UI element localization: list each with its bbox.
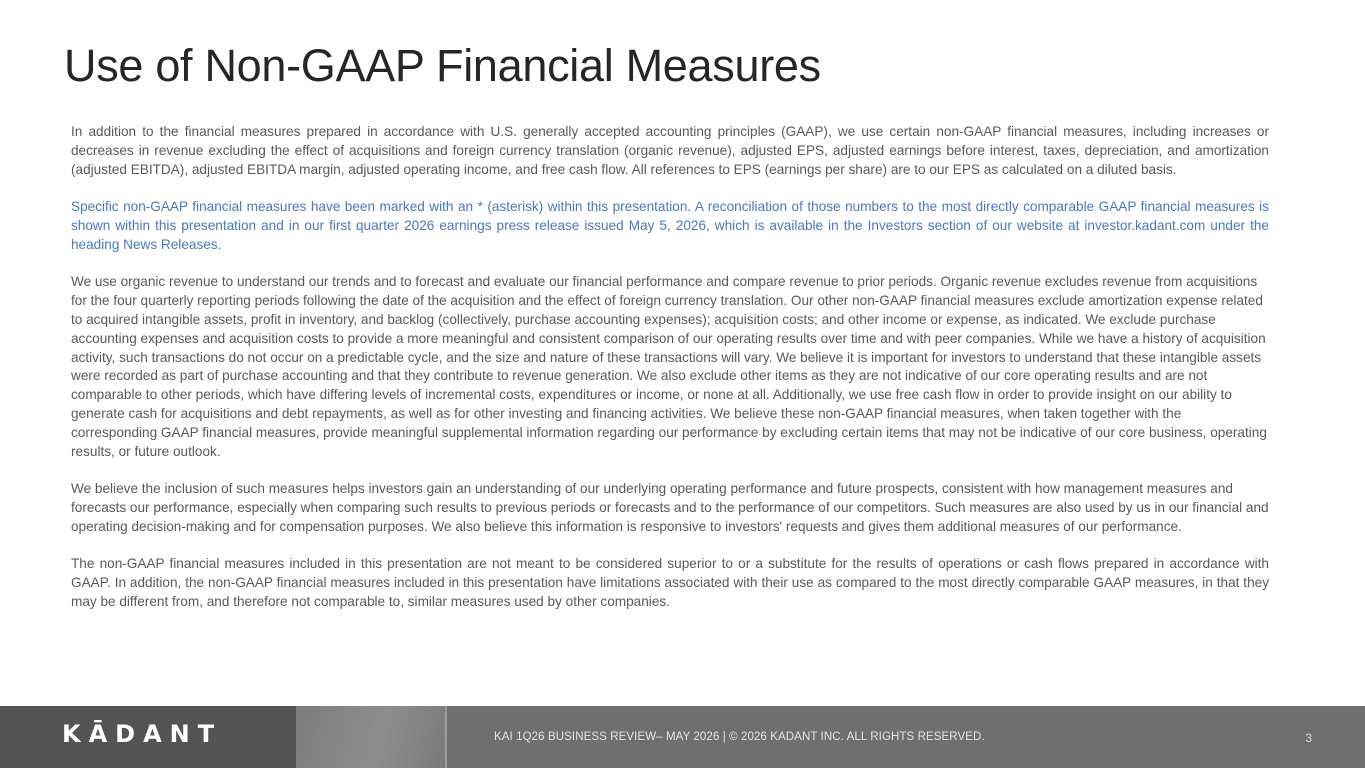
- slide-title: Use of Non-GAAP Financial Measures: [64, 40, 821, 91]
- page-number: 3: [1305, 731, 1312, 745]
- paragraph-inclusion-rationale: We believe the inclusion of such measures helps investors gain an understanding of our underlying operating performance and future prospects, consistent with how management measures and forecasts our performance, especially when comparing such results to previous periods or forecasts and to the performance of our competitors. Such measures are also used by us in our financial and operating decision-making and for compensation purposes. We also believe this information is responsive to investors' requests and gives them additional measures of our performance.: [71, 481, 1269, 534]
- paragraph-organic-revenue: We use organic revenue to understand our trends and to forecast and evaluate our financial performance and compare revenue to prior periods. Organic revenue excludes revenue from acquisitions for the four quarterly reporting periods following the date of the acquisition and the effect of foreign currency translation. Our other non-GAAP financial measures exclude amortization expense related to acquired intangible assets, profit in inventory, and backlog (collectively, purchase accounting expenses); acquisition costs; and other income or expense, as indicated. We exclude purchase accounting expenses and acquisition costs to provide a more meaningful and consistent comparison of our operating results over time and with peer companies. While we have a history of acquisition activity, such transactions do not occur on a predictable cycle, and the size and nature of these transactions will vary. We believe it is important for investors to understand that these intangible assets were recorded as part of purchase accounting and that they contribute to revenue generation. We also exclude other items as they are not indicative of our core operating results and are not comparable to other periods, which have differing levels of incremental costs, expenditures or income, or none at all. Additionally, we use free cash flow in order to provide insight on our ability to generate cash for acquisitions and debt repayments, as well as for other investing and financing activities. We believe these non-GAAP financial measures, when taken together with the corresponding GAAP financial measures, provide meaningful supplemental information regarding our performance by excluding certain items that may not be indicative of our core business, operating results, or future outlook.: [71, 274, 1267, 459]
- footer-caption: KAI 1Q26 BUSINESS REVIEW– MAY 2026 | © 2026 KADANT INC. ALL RIGHTS RESERVED.: [494, 731, 985, 743]
- kadant-logo: KĀDANT: [62, 720, 223, 748]
- paragraph-asterisk-note: Specific non-GAAP financial measures have been marked with an * (asterisk) within this presentation. A reconciliation of those numbers to the most directly comparable GAAP financial measures is shown within this presentation and in our first quarter 2026 earnings press release issued May 5, 2026, which is available in the Investors section of our website at investor.kadant.com under the heading News Releases.: [71, 199, 1269, 252]
- paragraph-limitations: The non-GAAP financial measures included in this presentation are not meant to be considered superior to or a substitute for the results of operations or cash flows prepared in accordance with GAAP. In addition, the non-GAAP financial measures included in this presentation have limitations associated with their use as compared to the most directly comparable GAAP measures, in that they may be different from, and therefore not comparable to, similar measures used by other companies.: [71, 556, 1269, 609]
- paragraph-intro: In addition to the financial measures prepared in accordance with U.S. generally accepted accounting principles (GAAP), we use certain non-GAAP financial measures, including increases or decreases in revenue excluding the effect of acquisitions and foreign currency translation (organic revenue), adjusted EPS, adjusted earnings before interest, taxes, depreciation, and amortization (adjusted EBITDA), adjusted EBITDA margin, adjusted operating income, and free cash flow. All references to EPS (earnings per share) are to our EPS as calculated on a diluted basis.: [71, 124, 1269, 177]
- footer-divider: [445, 706, 447, 768]
- slide-footer: [0, 706, 1365, 768]
- slide-body: [71, 123, 1269, 631]
- footer-accent-band: [296, 706, 446, 768]
- footer-logo-panel: [0, 706, 296, 768]
